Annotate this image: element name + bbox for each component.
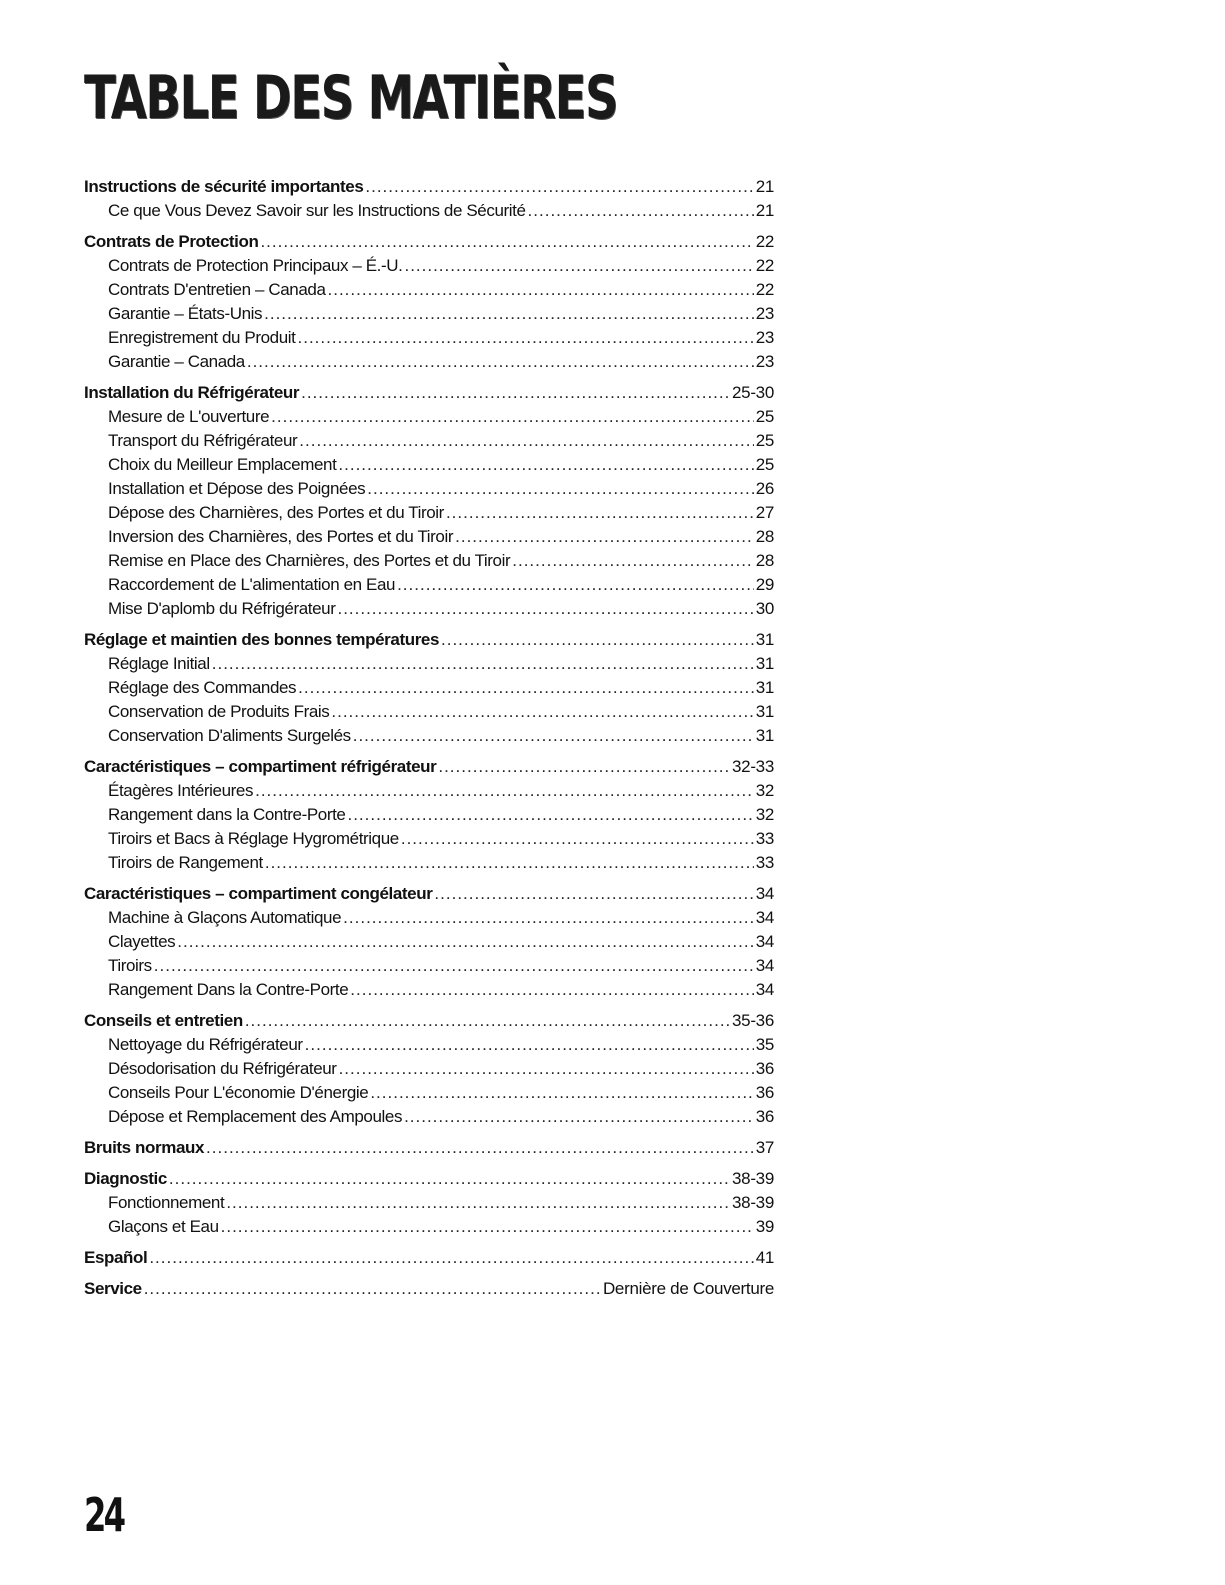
dot-leader (221, 1215, 754, 1239)
toc-entry-page: 38-39 (732, 1169, 774, 1188)
dot-leader (271, 405, 754, 429)
toc-entry-label: Instructions de sécurité importantes (84, 177, 364, 196)
toc-entry-page: 33 (755, 853, 774, 872)
dot-leader (206, 1136, 754, 1160)
dot-leader (455, 525, 754, 549)
toc-subsection-entry (84, 597, 774, 621)
toc-section-entry (84, 175, 774, 199)
toc-entry-label: Raccordement de L'alimentation en Eau (108, 575, 396, 594)
toc-entry-label: Contrats D'entretien – Canada (108, 280, 326, 299)
toc-subsection-entry (84, 724, 774, 748)
toc-subsection-entry (84, 453, 774, 477)
dot-leader (149, 1246, 753, 1270)
toc-subsection-entry (84, 930, 774, 954)
toc-entry-label: Choix du Meilleur Emplacement (108, 455, 337, 474)
toc-entry-page: 28 (755, 527, 774, 546)
dot-leader (367, 477, 753, 501)
toc-entry-page: 31 (755, 678, 774, 697)
toc-entry-page: 36 (755, 1083, 774, 1102)
toc-entry-page: 32 (755, 781, 774, 800)
toc-entry-page: 25 (755, 455, 774, 474)
toc-entry-label: Rangement Dans la Contre-Porte (108, 980, 349, 999)
toc-entry-page: 32 (755, 805, 774, 824)
dot-leader (404, 254, 753, 278)
toc-entry-label: Mise D'aplomb du Réfrigérateur (108, 599, 336, 618)
dot-leader (265, 851, 754, 875)
toc-entry-label: Mesure de L'ouverture (108, 407, 270, 426)
toc-entry-label: Conseils Pour L'économie D'énergie (108, 1083, 369, 1102)
page-title: TABLE DES MATIÈRES (84, 63, 618, 133)
dot-leader (446, 501, 754, 525)
toc-entry-page: 25 (755, 431, 774, 450)
toc-entry-label: Garantie – États-Unis (108, 304, 263, 323)
dot-leader (339, 1057, 754, 1081)
toc-entry-page: 41 (755, 1248, 774, 1267)
dot-leader (245, 1009, 730, 1033)
toc-entry-page: 38-39 (732, 1193, 774, 1212)
dot-leader (305, 1033, 754, 1057)
dot-leader (347, 803, 753, 827)
toc-subsection-entry (84, 405, 774, 429)
toc-entry-page: 23 (755, 328, 774, 347)
toc-subsection-entry (84, 779, 774, 803)
toc-subsection-entry (84, 350, 774, 374)
toc-entry-page: 21 (755, 201, 774, 220)
toc-subsection-entry (84, 302, 774, 326)
dot-leader (337, 597, 753, 621)
toc-subsection-entry (84, 1057, 774, 1081)
dot-leader (328, 278, 754, 302)
toc-subsection-entry (84, 1081, 774, 1105)
toc-subsection-entry (84, 827, 774, 851)
toc-subsection-entry (84, 429, 774, 453)
table-of-contents (84, 175, 774, 1301)
toc-entry-page: 37 (755, 1138, 774, 1157)
toc-entry-label: Rangement dans la Contre-Porte (108, 805, 346, 824)
toc-entry-label: Dépose et Remplacement des Ampoules (108, 1107, 403, 1126)
toc-entry-page: 25 (755, 407, 774, 426)
toc-entry-label: Enregistrement du Produit (108, 328, 296, 347)
toc-entry-page: 22 (755, 280, 774, 299)
dot-leader (343, 906, 754, 930)
toc-entry-page: 31 (755, 654, 774, 673)
page-number: 24 (84, 1488, 124, 1542)
toc-subsection-entry (84, 978, 774, 1002)
toc-entry-page: 26 (755, 479, 774, 498)
dot-leader (298, 326, 754, 350)
toc-subsection-entry (84, 652, 774, 676)
toc-entry-label: Conservation D'aliments Surgelés (108, 726, 351, 745)
toc-entry-label: Clayettes (108, 932, 176, 951)
toc-entry-page: 29 (755, 575, 774, 594)
toc-entry-page: 34 (755, 884, 774, 903)
toc-entry-label: Conservation de Produits Frais (108, 702, 330, 721)
toc-subsection-entry (84, 676, 774, 700)
dot-leader (154, 954, 754, 978)
toc-entry-label: Tiroirs et Bacs à Réglage Hygrométrique (108, 829, 399, 848)
toc-section-entry (84, 755, 774, 779)
dot-leader (512, 549, 753, 573)
toc-subsection-entry (84, 1033, 774, 1057)
dot-leader (298, 676, 754, 700)
toc-subsection-entry (84, 278, 774, 302)
toc-entry-page: 23 (755, 304, 774, 323)
toc-entry-label: Désodorisation du Réfrigérateur (108, 1059, 337, 1078)
toc-entry-page: 32-33 (732, 757, 774, 776)
toc-entry-label: Contrats de Protection Principaux – É.-U. (108, 256, 403, 275)
toc-entry-label: Réglage et maintien des bonnes températures (84, 630, 440, 649)
toc-entry-page: 31 (755, 630, 774, 649)
toc-entry-page: 22 (755, 232, 774, 251)
toc-entry-label: Tiroirs (108, 956, 152, 975)
dot-leader (528, 199, 754, 223)
toc-subsection-entry (84, 700, 774, 724)
toc-subsection-entry (84, 851, 774, 875)
toc-entry-page: 36 (755, 1059, 774, 1078)
dot-leader (255, 779, 754, 803)
dot-leader (370, 1081, 753, 1105)
dot-leader (331, 700, 753, 724)
toc-entry-label: Machine à Glaçons Automatique (108, 908, 342, 927)
toc-entry-page: 39 (755, 1217, 774, 1236)
toc-entry-label: Étagères Intérieures (108, 781, 254, 800)
toc-entry-label: Réglage Initial (108, 654, 210, 673)
toc-entry-page: 28 (755, 551, 774, 570)
toc-entry-page: 34 (755, 932, 774, 951)
toc-entry-label: Inversion des Charnières, des Portes et du Tiroir (108, 527, 454, 546)
toc-entry-page: 31 (755, 726, 774, 745)
toc-section-entry (84, 1246, 774, 1270)
dot-leader (264, 302, 754, 326)
toc-entry-page: 34 (755, 956, 774, 975)
toc-section-entry (84, 1277, 774, 1301)
dot-leader (299, 429, 753, 453)
dot-leader (438, 755, 730, 779)
dot-leader (434, 882, 753, 906)
toc-entry-page: 22 (755, 256, 774, 275)
toc-entry-label: Nettoyage du Réfrigérateur (108, 1035, 303, 1054)
toc-entry-label: Caractéristiques – compartiment réfrigérateur (84, 757, 437, 776)
toc-entry-label: Installation du Réfrigérateur (84, 383, 300, 402)
toc-entry-label: Tiroirs de Rangement (108, 853, 263, 872)
toc-entry-page: 34 (755, 908, 774, 927)
dot-leader (144, 1277, 601, 1301)
dot-leader (441, 628, 754, 652)
toc-entry-page: Dernière de Couverture (602, 1279, 774, 1298)
toc-subsection-entry (84, 326, 774, 350)
toc-subsection-entry (84, 549, 774, 573)
toc-entry-page: 23 (755, 352, 774, 371)
dot-leader (353, 724, 754, 748)
toc-section-entry (84, 628, 774, 652)
toc-subsection-entry (84, 254, 774, 278)
toc-entry-label: Caractéristiques – compartiment congélateur (84, 884, 433, 903)
dot-leader (247, 350, 754, 374)
dot-leader (301, 381, 730, 405)
toc-entry-label: Transport du Réfrigérateur (108, 431, 298, 450)
toc-entry-page: 27 (755, 503, 774, 522)
toc-subsection-entry (84, 1191, 774, 1215)
dot-leader (177, 930, 753, 954)
toc-entry-label: Remise en Place des Charnières, des Portes et du Tiroir (108, 551, 511, 570)
toc-entry-page: 30 (755, 599, 774, 618)
toc-entry-page: 31 (755, 702, 774, 721)
toc-subsection-entry (84, 501, 774, 525)
toc-section-entry (84, 882, 774, 906)
toc-entry-page: 33 (755, 829, 774, 848)
toc-entry-label: Español (84, 1248, 148, 1267)
dot-leader (404, 1105, 754, 1129)
toc-entry-page: 25-30 (732, 383, 774, 402)
toc-subsection-entry (84, 803, 774, 827)
toc-subsection-entry (84, 477, 774, 501)
toc-section-entry (84, 1136, 774, 1160)
dot-leader (260, 230, 753, 254)
dot-leader (401, 827, 754, 851)
toc-section-entry (84, 1167, 774, 1191)
toc-entry-page: 36 (755, 1107, 774, 1126)
toc-entry-label: Ce que Vous Devez Savoir sur les Instructions de Sécurité (108, 201, 526, 220)
dot-leader (169, 1167, 730, 1191)
toc-subsection-entry (84, 1105, 774, 1129)
toc-subsection-entry (84, 906, 774, 930)
toc-entry-label: Diagnostic (84, 1169, 167, 1188)
dot-leader (350, 978, 753, 1002)
dot-leader (338, 453, 753, 477)
toc-entry-label: Dépose des Charnières, des Portes et du Tiroir (108, 503, 444, 522)
toc-entry-label: Bruits normaux (84, 1138, 205, 1157)
toc-entry-page: 35 (755, 1035, 774, 1054)
dot-leader (397, 573, 754, 597)
toc-entry-label: Installation et Dépose des Poignées (108, 479, 366, 498)
toc-section-entry (84, 1009, 774, 1033)
toc-entry-label: Service (84, 1279, 142, 1298)
toc-entry-label: Contrats de Protection (84, 232, 259, 251)
dot-leader (212, 652, 754, 676)
toc-entry-label: Fonctionnement (108, 1193, 225, 1212)
toc-subsection-entry (84, 199, 774, 223)
toc-section-entry (84, 381, 774, 405)
dot-leader (365, 175, 753, 199)
toc-entry-page: 34 (755, 980, 774, 999)
toc-entry-label: Glaçons et Eau (108, 1217, 219, 1236)
dot-leader (226, 1191, 730, 1215)
toc-entry-page: 21 (755, 177, 774, 196)
toc-entry-page: 35-36 (732, 1011, 774, 1030)
toc-subsection-entry (84, 525, 774, 549)
toc-subsection-entry (84, 1215, 774, 1239)
toc-entry-label: Conseils et entretien (84, 1011, 243, 1030)
toc-entry-label: Réglage des Commandes (108, 678, 297, 697)
toc-subsection-entry (84, 954, 774, 978)
toc-entry-label: Garantie – Canada (108, 352, 245, 371)
toc-section-entry (84, 230, 774, 254)
toc-subsection-entry (84, 573, 774, 597)
